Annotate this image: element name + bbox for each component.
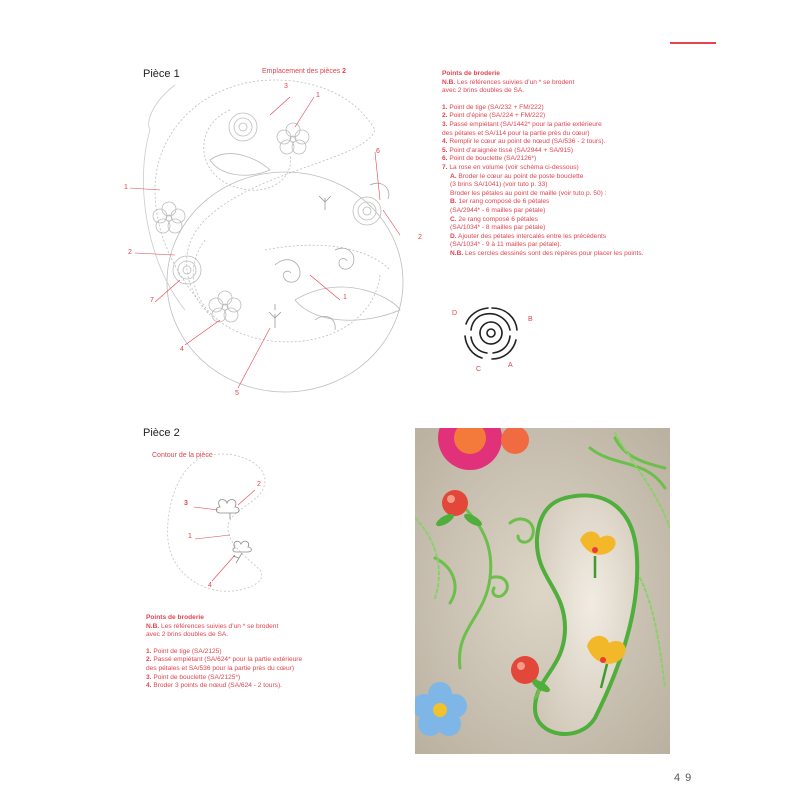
- notes2-item: 2. Passé empiétant (SA/624* pour la partie extérieure: [146, 656, 303, 664]
- callout-3: 3: [284, 83, 288, 90]
- rose-step: Broder les pétales au point de maille (voir tuto p. 50) :: [450, 189, 607, 197]
- notes2-nb: N.B. Les références suivies d’un * se brodent: [146, 622, 279, 630]
- p2-callout-1: 1: [188, 533, 192, 540]
- callout-2-left: 2: [128, 249, 132, 256]
- notes1-item: 1. Point de tige (SA/232 + FM/222): [442, 103, 544, 111]
- notes1-item: 4. Remplir le cœur au point de nœud (SA/536 - 2 tours).: [442, 138, 606, 146]
- notes2-item: des pétales et SA/536 pour la partie près du cœur): [146, 664, 295, 672]
- rose-step: (SA/2944* - 6 mailles par pétale): [450, 206, 546, 214]
- rose-step: N.B. Les cercles dessinés sont des repères pour placer les points.: [450, 249, 644, 257]
- callout-1-left: 1: [124, 184, 128, 191]
- piece2-flower-top: [216, 500, 239, 513]
- paisley-outline-top: [155, 80, 375, 315]
- notes-piece2: [146, 614, 396, 691]
- rose-step: A. Broder le cœur au point de poste bouclette: [450, 172, 584, 180]
- placement-label: Emplacement des pièces 2: [262, 68, 347, 75]
- notes1-nb: N.B. Les références suivies d’un * se brodent: [442, 78, 575, 86]
- rose-step: C. 2e rang composé 6 pétales: [450, 215, 538, 223]
- notes1-nb-2: avec 2 brins doubles de SA.: [442, 87, 525, 95]
- rose-step: D. Ajouter des pétales intercalés entre les précédents: [450, 232, 607, 240]
- flower-shape-1: [277, 123, 309, 154]
- notes2-nb-2: avec 2 brins doubles de SA.: [146, 631, 229, 639]
- notes1-item: 3. Passé empiétant (SA/1442* pour la partie extérieure: [442, 120, 602, 128]
- rose-label-b: B: [528, 316, 533, 323]
- piece2-flower-bottom: [233, 541, 252, 552]
- rose-label-c: C: [476, 366, 482, 373]
- notes2-item: 4. Broder 3 points de nœud (SA/624 - 2 tours).: [146, 682, 282, 690]
- callout-7: 7: [150, 297, 154, 304]
- notes1-item: des pétales et SA/114 pour la partie près du cœur): [442, 129, 590, 137]
- outline-label: Contour de la pièce: [152, 452, 213, 459]
- notes2-item: 3. Point de bouclette (SA/2125*): [146, 673, 241, 681]
- rose-step: (SA/1034* - 8 mailles par pétale): [450, 224, 546, 232]
- p2-callout-2: 2: [257, 481, 261, 488]
- notes2-item: 1. Point de tige (SA/2125): [146, 647, 222, 655]
- embroidery-photo-illustration: [415, 428, 670, 754]
- rose-label-a: A: [508, 362, 513, 369]
- p2-callout-4: 4: [208, 582, 212, 589]
- embroidery-photo: [415, 428, 670, 754]
- callout-4: 4: [180, 346, 184, 353]
- inner-paisley-2: [193, 240, 380, 342]
- rose-label-d: D: [452, 310, 458, 317]
- notes1-item: 5. Point d’araignée tissé (SA/2944 + SA/915): [442, 146, 574, 154]
- piece2-title: Pièce 2: [143, 427, 180, 439]
- outer-circle-outline: [167, 172, 403, 392]
- p2-callout-3: 3: [184, 500, 188, 507]
- piece1-title: Pièce 1: [143, 68, 180, 80]
- rose-schematic-diagram: [458, 300, 528, 366]
- rose-step: (3 brins SA/1041) (voir tuto p. 33): [450, 181, 548, 189]
- piece2-pattern-diagram: [140, 445, 290, 600]
- flower-shape-3: [209, 291, 241, 322]
- callout-1-top: 1: [316, 92, 320, 99]
- piece1-pattern-diagram: [115, 70, 435, 400]
- rose-step: (SA/1034* - 9 à 11 mailles par pétale).: [450, 241, 562, 249]
- notes1-heading: Points de broderie: [442, 70, 500, 77]
- notes1-item: 2. Point d’épine (SA/224 + FM/222): [442, 112, 546, 120]
- rose-step: B. 1er rang composé de 6 pétales: [450, 198, 550, 206]
- callout-5: 5: [235, 390, 239, 397]
- top-accent-rule: [670, 42, 716, 44]
- notes-piece1: [442, 70, 712, 258]
- page-number: 4 9: [674, 772, 693, 784]
- notes1-item: 7. La rose en volume (voir schéma ci-dessous): [442, 163, 579, 171]
- callout-2-right: 2: [418, 234, 422, 241]
- callout-1-right: 1: [343, 294, 347, 301]
- notes1-item: 6. Point de bouclette (SA/2126*): [442, 155, 537, 163]
- callout-6: 6: [376, 148, 380, 155]
- piece2-outline: [168, 454, 265, 591]
- notes2-heading: Points de broderie: [146, 614, 204, 621]
